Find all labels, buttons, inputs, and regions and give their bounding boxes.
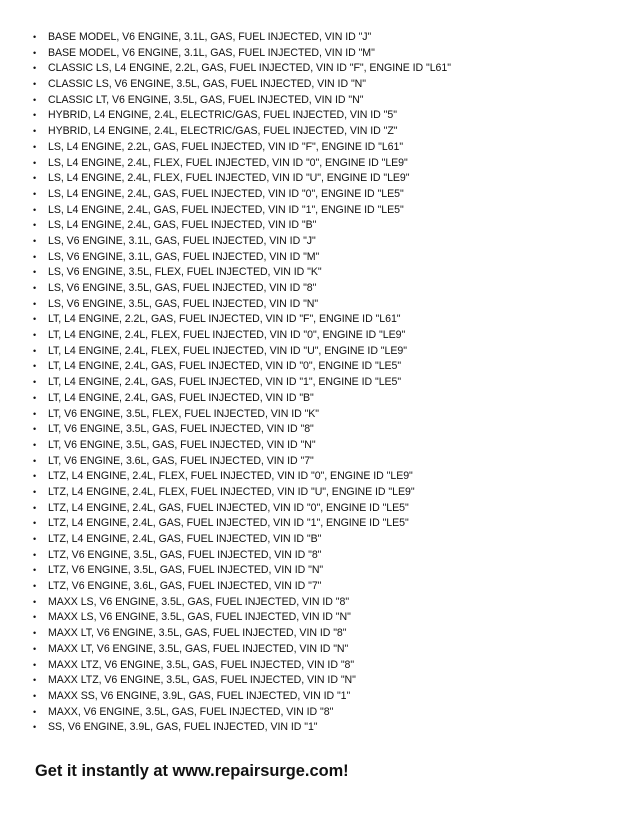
- list-item-text: LT, L4 ENGINE, 2.2L, GAS, FUEL INJECTED, VIN ID "F", ENGINE ID "L61": [48, 313, 401, 326]
- bullet-icon: •: [33, 141, 37, 152]
- bullet-icon: •: [33, 267, 37, 278]
- bullet-icon: •: [33, 235, 37, 246]
- list-item-text: MAXX LS, V6 ENGINE, 3.5L, GAS, FUEL INJECTED, VIN ID "N": [48, 611, 351, 624]
- list-item-text: LT, V6 ENGINE, 3.6L, GAS, FUEL INJECTED, VIN ID "7": [48, 454, 314, 467]
- list-item-text: MAXX LT, V6 ENGINE, 3.5L, GAS, FUEL INJECTED, VIN ID "N": [48, 642, 349, 655]
- list-item: [33, 46, 623, 62]
- list-item-text: LTZ, L4 ENGINE, 2.4L, GAS, FUEL INJECTED, VIN ID "1", ENGINE ID "LE5": [48, 517, 409, 530]
- bullet-icon: •: [33, 565, 37, 576]
- list-item: [33, 375, 623, 391]
- list-item-text: LS, V6 ENGINE, 3.5L, GAS, FUEL INJECTED, VIN ID "8": [48, 282, 317, 294]
- bullet-icon: •: [33, 157, 37, 168]
- bullet-icon: •: [33, 330, 37, 341]
- bullet-icon: •: [33, 549, 37, 560]
- list-item-text: LT, L4 ENGINE, 2.4L, GAS, FUEL INJECTED, VIN ID "1", ENGINE ID "LE5": [48, 376, 402, 389]
- list-item-text: LTZ, V6 ENGINE, 3.5L, GAS, FUEL INJECTED, VIN ID "8": [48, 548, 322, 561]
- list-item: [33, 407, 623, 423]
- list-item: [33, 344, 623, 360]
- list-item: [33, 281, 623, 297]
- list-item-text: MAXX LS, V6 ENGINE, 3.5L, GAS, FUEL INJECTED, VIN ID "8": [48, 595, 350, 608]
- bullet-icon: •: [33, 518, 37, 529]
- list-item-text: LS, V6 ENGINE, 3.1L, GAS, FUEL INJECTED, VIN ID "J": [48, 234, 316, 247]
- list-item-text: HYBRID, L4 ENGINE, 2.4L, ELECTRIC/GAS, FUEL INJECTED, VIN ID "5": [48, 109, 397, 122]
- bullet-icon: •: [33, 220, 37, 231]
- list-item: [33, 548, 623, 564]
- bullet-icon: •: [33, 283, 37, 293]
- list-item: [33, 454, 623, 470]
- list-item: [33, 203, 623, 219]
- bullet-icon: •: [33, 361, 37, 372]
- list-item: [33, 438, 623, 454]
- bullet-icon: •: [33, 94, 37, 105]
- bullet-icon: •: [33, 455, 37, 466]
- list-item-text: CLASSIC LT, V6 ENGINE, 3.5L, GAS, FUEL INJECTED, VIN ID "N": [48, 93, 364, 106]
- list-item-text: LT, L4 ENGINE, 2.4L, FLEX, FUEL INJECTED, VIN ID "0", ENGINE ID "LE9": [48, 329, 406, 342]
- list-item: [33, 469, 623, 485]
- list-item: [33, 156, 623, 172]
- bullet-icon: •: [33, 675, 37, 686]
- list-item-text: LT, L4 ENGINE, 2.4L, GAS, FUEL INJECTED, VIN ID "B": [48, 391, 314, 404]
- list-item: [33, 642, 623, 658]
- list-item: [33, 626, 623, 642]
- list-item: [33, 501, 623, 517]
- bullet-icon: •: [33, 408, 37, 419]
- list-item-text: BASE MODEL, V6 ENGINE, 3.1L, GAS, FUEL INJECTED, VIN ID "J": [48, 31, 372, 43]
- list-item: [33, 391, 623, 407]
- bullet-icon: •: [33, 424, 37, 435]
- list-item: [33, 93, 623, 109]
- list-item-text: LT, L4 ENGINE, 2.4L, FLEX, FUEL INJECTED, VIN ID "U", ENGINE ID "LE9": [48, 344, 407, 357]
- bullet-icon: •: [33, 188, 37, 199]
- bullet-icon: •: [33, 659, 37, 670]
- list-item-text: LS, V6 ENGINE, 3.5L, GAS, FUEL INJECTED, VIN ID "N": [48, 297, 319, 310]
- list-item-text: LT, V6 ENGINE, 3.5L, FLEX, FUEL INJECTED, VIN ID "K": [48, 407, 320, 420]
- bullet-icon: •: [33, 439, 37, 450]
- list-item-text: LTZ, V6 ENGINE, 3.6L, GAS, FUEL INJECTED, VIN ID "7": [48, 580, 322, 593]
- list-item-text: LT, L4 ENGINE, 2.4L, GAS, FUEL INJECTED, VIN ID "0", ENGINE ID "LE5": [48, 360, 402, 373]
- list-item: [33, 265, 623, 281]
- bullet-icon: •: [33, 345, 37, 356]
- list-item-text: LTZ, L4 ENGINE, 2.4L, GAS, FUEL INJECTED, VIN ID "0", ENGINE ID "LE5": [48, 501, 409, 514]
- list-item: [33, 359, 623, 375]
- list-item: [33, 689, 623, 705]
- list-item: [33, 422, 623, 438]
- bullet-icon: •: [33, 690, 37, 701]
- list-item: [33, 658, 623, 674]
- list-item-text: HYBRID, L4 ENGINE, 2.4L, ELECTRIC/GAS, FUEL INJECTED, VIN ID "Z": [48, 125, 398, 138]
- bullet-icon: •: [33, 534, 37, 544]
- bullet-icon: •: [33, 251, 37, 262]
- list-item-text: MAXX, V6 ENGINE, 3.5L, GAS, FUEL INJECTED, VIN ID "8": [48, 705, 334, 718]
- list-item-text: LS, V6 ENGINE, 3.5L, FLEX, FUEL INJECTED, VIN ID "K": [48, 266, 322, 279]
- list-item-text: LT, V6 ENGINE, 3.5L, GAS, FUEL INJECTED, VIN ID "N": [48, 438, 316, 451]
- list-item-text: SS, V6 ENGINE, 3.9L, GAS, FUEL INJECTED, VIN ID "1": [48, 721, 318, 734]
- list-item-text: LS, L4 ENGINE, 2.4L, GAS, FUEL INJECTED, VIN ID "0", ENGINE ID "LE5": [48, 187, 404, 200]
- list-item: [33, 187, 623, 203]
- bullet-icon: •: [33, 79, 37, 90]
- list-item: [33, 705, 623, 721]
- list-item-text: MAXX LTZ, V6 ENGINE, 3.5L, GAS, FUEL INJECTED, VIN ID "N": [48, 674, 356, 687]
- bullet-icon: •: [33, 47, 37, 58]
- bullet-icon: •: [33, 643, 37, 654]
- bullet-icon: •: [33, 628, 37, 639]
- list-item: [33, 250, 623, 266]
- bullet-icon: •: [33, 377, 37, 388]
- list-item: [33, 312, 623, 328]
- list-item: [33, 124, 623, 140]
- cta-text: Get it instantly at www.repairsurge.com!: [35, 762, 349, 780]
- list-item-text: LS, L4 ENGINE, 2.4L, GAS, FUEL INJECTED, VIN ID "1", ENGINE ID "LE5": [48, 203, 404, 216]
- list-item: [33, 673, 623, 689]
- bullet-icon: •: [33, 173, 37, 184]
- bullet-icon: •: [33, 502, 37, 513]
- bullet-icon: •: [33, 392, 37, 403]
- bullet-icon: •: [33, 581, 37, 592]
- list-item: [33, 61, 623, 77]
- list-item-text: BASE MODEL, V6 ENGINE, 3.1L, GAS, FUEL INJECTED, VIN ID "M": [48, 46, 375, 59]
- bullet-icon: •: [33, 204, 37, 215]
- list-item-text: LS, V6 ENGINE, 3.1L, GAS, FUEL INJECTED, VIN ID "M": [48, 250, 320, 263]
- list-item-text: LTZ, L4 ENGINE, 2.4L, GAS, FUEL INJECTED, VIN ID "B": [48, 533, 322, 545]
- list-item-text: LTZ, L4 ENGINE, 2.4L, FLEX, FUEL INJECTED, VIN ID "U", ENGINE ID "LE9": [48, 485, 415, 498]
- list-item-text: LS, L4 ENGINE, 2.2L, GAS, FUEL INJECTED, VIN ID "F", ENGINE ID "L61": [48, 140, 404, 153]
- list-item: [33, 218, 623, 234]
- list-item-text: LS, L4 ENGINE, 2.4L, GAS, FUEL INJECTED, VIN ID "B": [48, 219, 317, 232]
- list-item: [33, 563, 623, 579]
- list-item: [33, 610, 623, 626]
- list-item: [33, 720, 623, 736]
- list-item-text: CLASSIC LS, V6 ENGINE, 3.5L, GAS, FUEL INJECTED, VIN ID "N": [48, 78, 366, 91]
- bullet-icon: •: [33, 314, 37, 325]
- list-item-text: MAXX LT, V6 ENGINE, 3.5L, GAS, FUEL INJECTED, VIN ID "8": [48, 627, 347, 640]
- bullet-icon: •: [33, 596, 37, 607]
- bullet-icon: •: [33, 722, 37, 733]
- list-item-text: LTZ, V6 ENGINE, 3.5L, GAS, FUEL INJECTED, VIN ID "N": [48, 564, 324, 577]
- bullet-icon: •: [33, 110, 37, 121]
- bullet-icon: •: [33, 126, 37, 137]
- list-item: [33, 171, 623, 187]
- bullet-icon: •: [33, 298, 37, 309]
- list-item: [33, 532, 623, 548]
- vehicle-variant-list: [33, 30, 623, 736]
- list-item-text: LS, L4 ENGINE, 2.4L, FLEX, FUEL INJECTED, VIN ID "U", ENGINE ID "LE9": [48, 172, 410, 185]
- bullet-icon: •: [33, 63, 37, 74]
- bullet-icon: •: [33, 471, 37, 482]
- list-item: [33, 485, 623, 501]
- bullet-icon: •: [33, 486, 37, 497]
- bullet-icon: •: [33, 612, 37, 623]
- list-item: [33, 140, 623, 156]
- list-item-text: LT, V6 ENGINE, 3.5L, GAS, FUEL INJECTED, VIN ID "8": [48, 423, 314, 436]
- list-item: [33, 77, 623, 93]
- list-item-text: LS, L4 ENGINE, 2.4L, FLEX, FUEL INJECTED, VIN ID "0", ENGINE ID "LE9": [48, 156, 408, 169]
- list-item: [33, 30, 623, 46]
- bullet-icon: •: [33, 706, 37, 717]
- list-item: [33, 234, 623, 250]
- list-item-text: LTZ, L4 ENGINE, 2.4L, FLEX, FUEL INJECTED, VIN ID "0", ENGINE ID "LE9": [48, 470, 413, 483]
- list-item: [33, 328, 623, 344]
- list-item: [33, 595, 623, 611]
- list-item: [33, 108, 623, 124]
- list-item: [33, 579, 623, 595]
- bullet-icon: •: [33, 32, 37, 42]
- list-item-text: MAXX SS, V6 ENGINE, 3.9L, GAS, FUEL INJECTED, VIN ID "1": [48, 689, 351, 702]
- list-item-text: CLASSIC LS, L4 ENGINE, 2.2L, GAS, FUEL INJECTED, VIN ID "F", ENGINE ID "L61": [48, 62, 451, 75]
- list-item: [33, 516, 623, 532]
- list-item-text: MAXX LTZ, V6 ENGINE, 3.5L, GAS, FUEL INJECTED, VIN ID "8": [48, 658, 355, 671]
- list-item: [33, 297, 623, 313]
